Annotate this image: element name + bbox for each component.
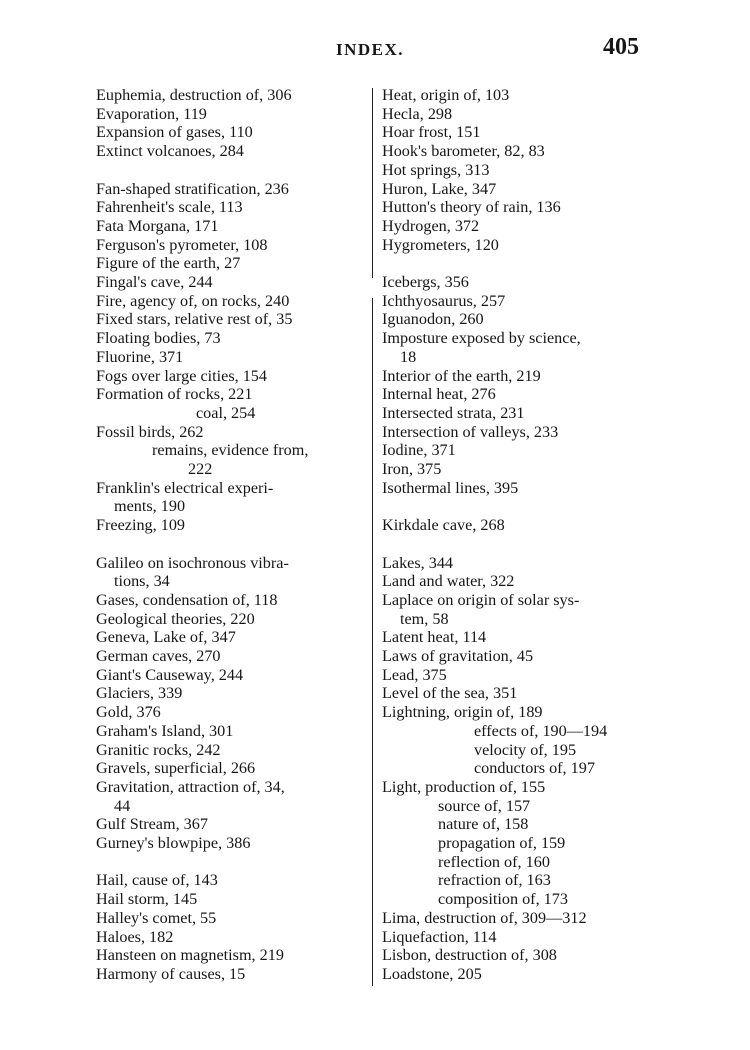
- index-entry: Heat, origin of, 103: [382, 86, 510, 104]
- index-continuation: 18: [400, 347, 417, 366]
- index-continuation: 44: [114, 796, 131, 815]
- index-entry: Graham's Island, 301: [96, 721, 234, 740]
- index-entry: Halley's comet, 55: [96, 908, 217, 927]
- index-entry: Giant's Causeway, 244: [96, 665, 244, 684]
- index-subentry: reflection of, 160: [438, 852, 550, 871]
- index-entry: Lisbon, destruction of, 308: [382, 946, 557, 965]
- index-entry: Fossil birds, 262: [96, 422, 204, 441]
- section-gap: [96, 853, 364, 872]
- index-entry: Ichthyosaurus, 257: [382, 291, 506, 310]
- index-entry: Liquefaction, 114: [382, 927, 497, 946]
- index-continuation: ments, 190: [114, 497, 186, 516]
- index-entry: Gases, condensation of, 118: [96, 590, 278, 609]
- index-continuation: 222: [188, 460, 213, 479]
- index-entry: Loadstone, 205: [382, 965, 482, 983]
- index-entry: Lakes, 344: [382, 553, 454, 572]
- index-entry: Floating bodies, 73: [96, 329, 221, 348]
- index-entry: Intersected strata, 231: [382, 403, 525, 422]
- index-entry: Isothermal lines, 395: [382, 478, 519, 497]
- index-entry: Gravels, superficial, 266: [96, 759, 256, 778]
- index-subentry: nature of, 158: [438, 815, 529, 834]
- index-entry: Lima, destruction of, 309—312: [382, 908, 587, 927]
- index-entry: Hook's barometer, 82, 83: [382, 142, 545, 161]
- index-entry: Gold, 376: [96, 703, 161, 722]
- right-index-column: [368, 86, 662, 984]
- index-entry: Evaporation, 119: [96, 104, 207, 123]
- index-subentry: remains, evidence from,: [152, 441, 309, 460]
- index-entry: Gulf Stream, 367: [96, 815, 208, 834]
- index-entry: Kirkdale cave, 268: [382, 516, 505, 535]
- index-entry: Extinct volcanoes, 284: [96, 142, 244, 161]
- index-entry: Fan-shaped stratification, 236: [96, 179, 289, 198]
- index-entry: Level of the sea, 351: [382, 684, 518, 703]
- index-subentry: velocity of, 195: [474, 740, 577, 759]
- section-gap: [96, 161, 364, 180]
- index-entry: Hydrogen, 372: [382, 216, 480, 235]
- index-entry: Franklin's electrical experi-: [96, 478, 274, 497]
- section-gap: [382, 254, 662, 273]
- index-entry: Hygrometers, 120: [382, 235, 499, 254]
- index-entry: Euphemia, destruction of, 306: [96, 86, 292, 104]
- index-entry: Iodine, 371: [382, 441, 456, 460]
- index-entry: Expansion of gases, 110: [96, 123, 253, 142]
- index-entry: Fire, agency of, on rocks, 240: [96, 291, 290, 310]
- section-gap: [382, 535, 662, 554]
- index-entry: Hutton's theory of rain, 136: [382, 198, 561, 217]
- index-entry: Fogs over large cities, 154: [96, 366, 267, 385]
- index-entry: Laws of gravitation, 45: [382, 647, 534, 666]
- index-entry: Fahrenheit's scale, 113: [96, 198, 243, 217]
- left-index-column: [96, 86, 364, 984]
- index-subentry: effects of, 190—194: [474, 721, 608, 740]
- index-subentry: coal, 254: [196, 403, 256, 422]
- index-subentry: conductors of, 197: [474, 759, 595, 778]
- index-entry: Imposture exposed by science,: [382, 329, 581, 348]
- index-entry: Interior of the earth, 219: [382, 366, 541, 385]
- index-entry: Iron, 375: [382, 460, 442, 479]
- index-entry: Lightning, origin of, 189: [382, 703, 543, 722]
- index-entry: Gravitation, attraction of, 34,: [96, 777, 285, 796]
- running-header: INDEX.: [336, 40, 405, 59]
- index-entry: Laplace on origin of solar sys-: [382, 590, 580, 609]
- index-entry: Geological theories, 220: [96, 609, 255, 628]
- index-entry: Formation of rocks, 221: [96, 385, 253, 404]
- index-entry: Glaciers, 339: [96, 684, 183, 703]
- index-entry: Hail, cause of, 143: [96, 871, 218, 890]
- index-subentry: refraction of, 163: [438, 871, 551, 890]
- page-number: 405: [603, 34, 639, 60]
- index-entry: Fata Morgana, 171: [96, 216, 219, 235]
- index-entry: German caves, 270: [96, 647, 221, 666]
- index-entry: Granitic rocks, 242: [96, 740, 221, 759]
- index-entry: Hansteen on magnetism, 219: [96, 946, 284, 965]
- index-entry: Lead, 375: [382, 665, 447, 684]
- index-entry: Huron, Lake, 347: [382, 179, 497, 198]
- index-entry: Figure of the earth, 27: [96, 254, 241, 273]
- index-entry: Hail storm, 145: [96, 890, 198, 909]
- index-entry: Latent heat, 114: [382, 628, 487, 647]
- index-entry: Land and water, 322: [382, 572, 515, 591]
- index-entry: Light, production of, 155: [382, 777, 546, 796]
- index-entry: Gurney's blowpipe, 386: [96, 834, 251, 853]
- index-entry: Geneva, Lake of, 347: [96, 628, 236, 647]
- index-entry: Internal heat, 276: [382, 385, 496, 404]
- index-entry: Fixed stars, relative rest of, 35: [96, 310, 293, 329]
- index-entry: Iguanodon, 260: [382, 310, 484, 329]
- index-subentry: propagation of, 159: [438, 834, 566, 853]
- index-entry: Fluorine, 371: [96, 347, 184, 366]
- section-gap: [382, 497, 662, 516]
- index-entry: Galileo on isochronous vibra-: [96, 553, 289, 572]
- index-entry: Icebergs, 356: [382, 273, 469, 292]
- index-subentry: source of, 157: [438, 796, 531, 815]
- index-entry: Intersection of valleys, 233: [382, 422, 559, 441]
- index-subentry: composition of, 173: [438, 890, 568, 909]
- index-entry: Harmony of causes, 15: [96, 965, 246, 983]
- index-entry: Hot springs, 313: [382, 160, 490, 179]
- index-entry: Hoar frost, 151: [382, 123, 481, 142]
- index-entry: Ferguson's pyrometer, 108: [96, 235, 268, 254]
- section-gap: [96, 535, 364, 554]
- index-continuation: tem, 58: [400, 609, 449, 628]
- index-entry: Haloes, 182: [96, 927, 174, 946]
- index-entry: Hecla, 298: [382, 104, 453, 123]
- index-entry: Fingal's cave, 244: [96, 273, 213, 292]
- index-entry: Freezing, 109: [96, 516, 186, 535]
- index-continuation: tions, 34: [114, 572, 170, 591]
